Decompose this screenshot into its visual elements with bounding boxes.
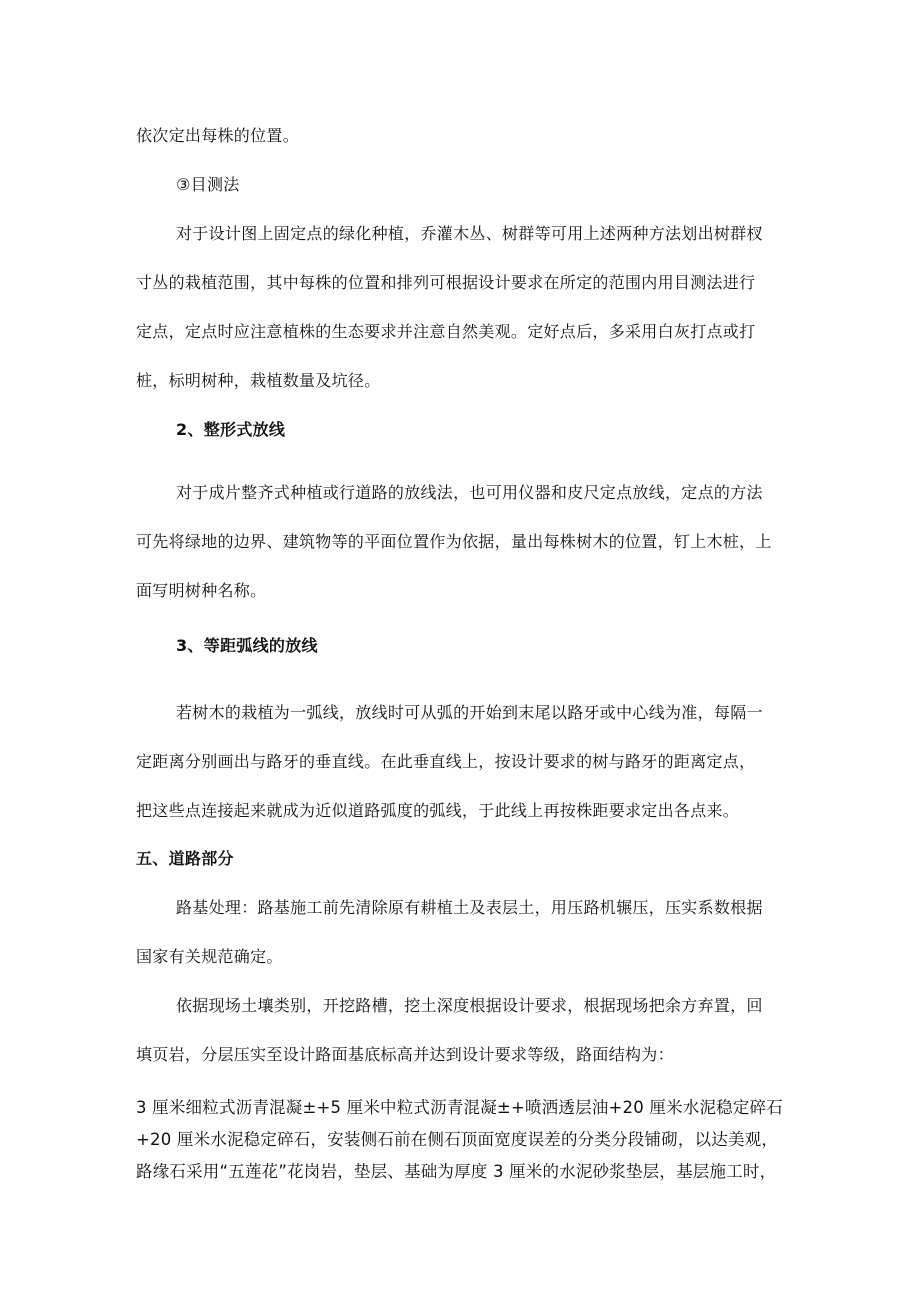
paragraph-line: 若树木的栽植为一弧线，放线时可从弧的开始到末尾以路牙或中心线为准，每隔一: [176, 703, 763, 722]
subheading-visual-method: ③目测法: [176, 175, 240, 194]
paragraph-line: 寸丛的栽植范围，其中每株的位置和排列可根据设计要求在所定的范围内用目测法进行: [136, 273, 756, 292]
paragraph-line: 国家有关规范确定。: [136, 947, 283, 966]
paragraph-line: 3 厘米细粒式沥青混凝±+5 厘米中粒式沥青混凝±+喷洒透层油+20 厘米水泥稳定碎石: [136, 1098, 783, 1117]
paragraph-line: 定点，定点时应注意植株的生态要求并注意自然美观。定好点后，多采用白灰打点或打: [136, 322, 756, 341]
paragraph-line: +20 厘米水泥稳定碎石，安装侧石前在侧石顶面宽度误差的分类分段铺砌，以达美观，: [136, 1130, 779, 1149]
section-heading-2: 2、整形式放线: [176, 420, 286, 439]
section-heading-3: 3、等距弧线的放线: [176, 636, 318, 655]
paragraph-line: 填页岩，分层压实至设计路面基底标高并达到设计要求等级，路面结构为：: [136, 1045, 674, 1064]
paragraph-line: 路基处理：路基施工前先清除原有耕植土及表层土，用压路机辗压，压实系数根据: [176, 898, 763, 917]
paragraph-line: 定距离分别画出与路牙的垂直线。在此垂直线上，按设计要求的树与路牙的距离定点，: [136, 752, 756, 771]
section-heading-5: 五、道路部分: [136, 849, 234, 868]
paragraph-line: 路缘石采用“五莲花”花岗岩，垫层、基础为厚度 3 厘米的水泥砂浆垫层，基层施工时，: [136, 1162, 777, 1181]
paragraph-line: 桩，标明树种，栽植数量及坑径。: [136, 371, 381, 390]
paragraph-line: 把这些点连接起来就成为近似道路弧度的弧线，于此线上再按株距要求定出各点来。: [136, 801, 740, 820]
paragraph-line: 依次定出每株的位置。: [136, 126, 300, 145]
paragraph-line: 面写明树种名称。: [136, 581, 267, 600]
paragraph-line: 对于成片整齐式种植或行道路的放线法，也可用仪器和皮尺定点放线，定点的方法: [176, 483, 763, 502]
paragraph-line: 可先将绿地的边界、建筑物等的平面位置作为依据，量出每株树木的位置，钉上木桩，上: [136, 532, 772, 551]
paragraph-line: 依据现场土壤类别，开挖路槽，挖土深度根据设计要求，根据现场把余方弃置，回: [176, 996, 763, 1015]
paragraph-line: 对于设计图上固定点的绿化种植，乔灌木丛、树群等可用上述两种方法划出树群杈: [176, 224, 763, 243]
